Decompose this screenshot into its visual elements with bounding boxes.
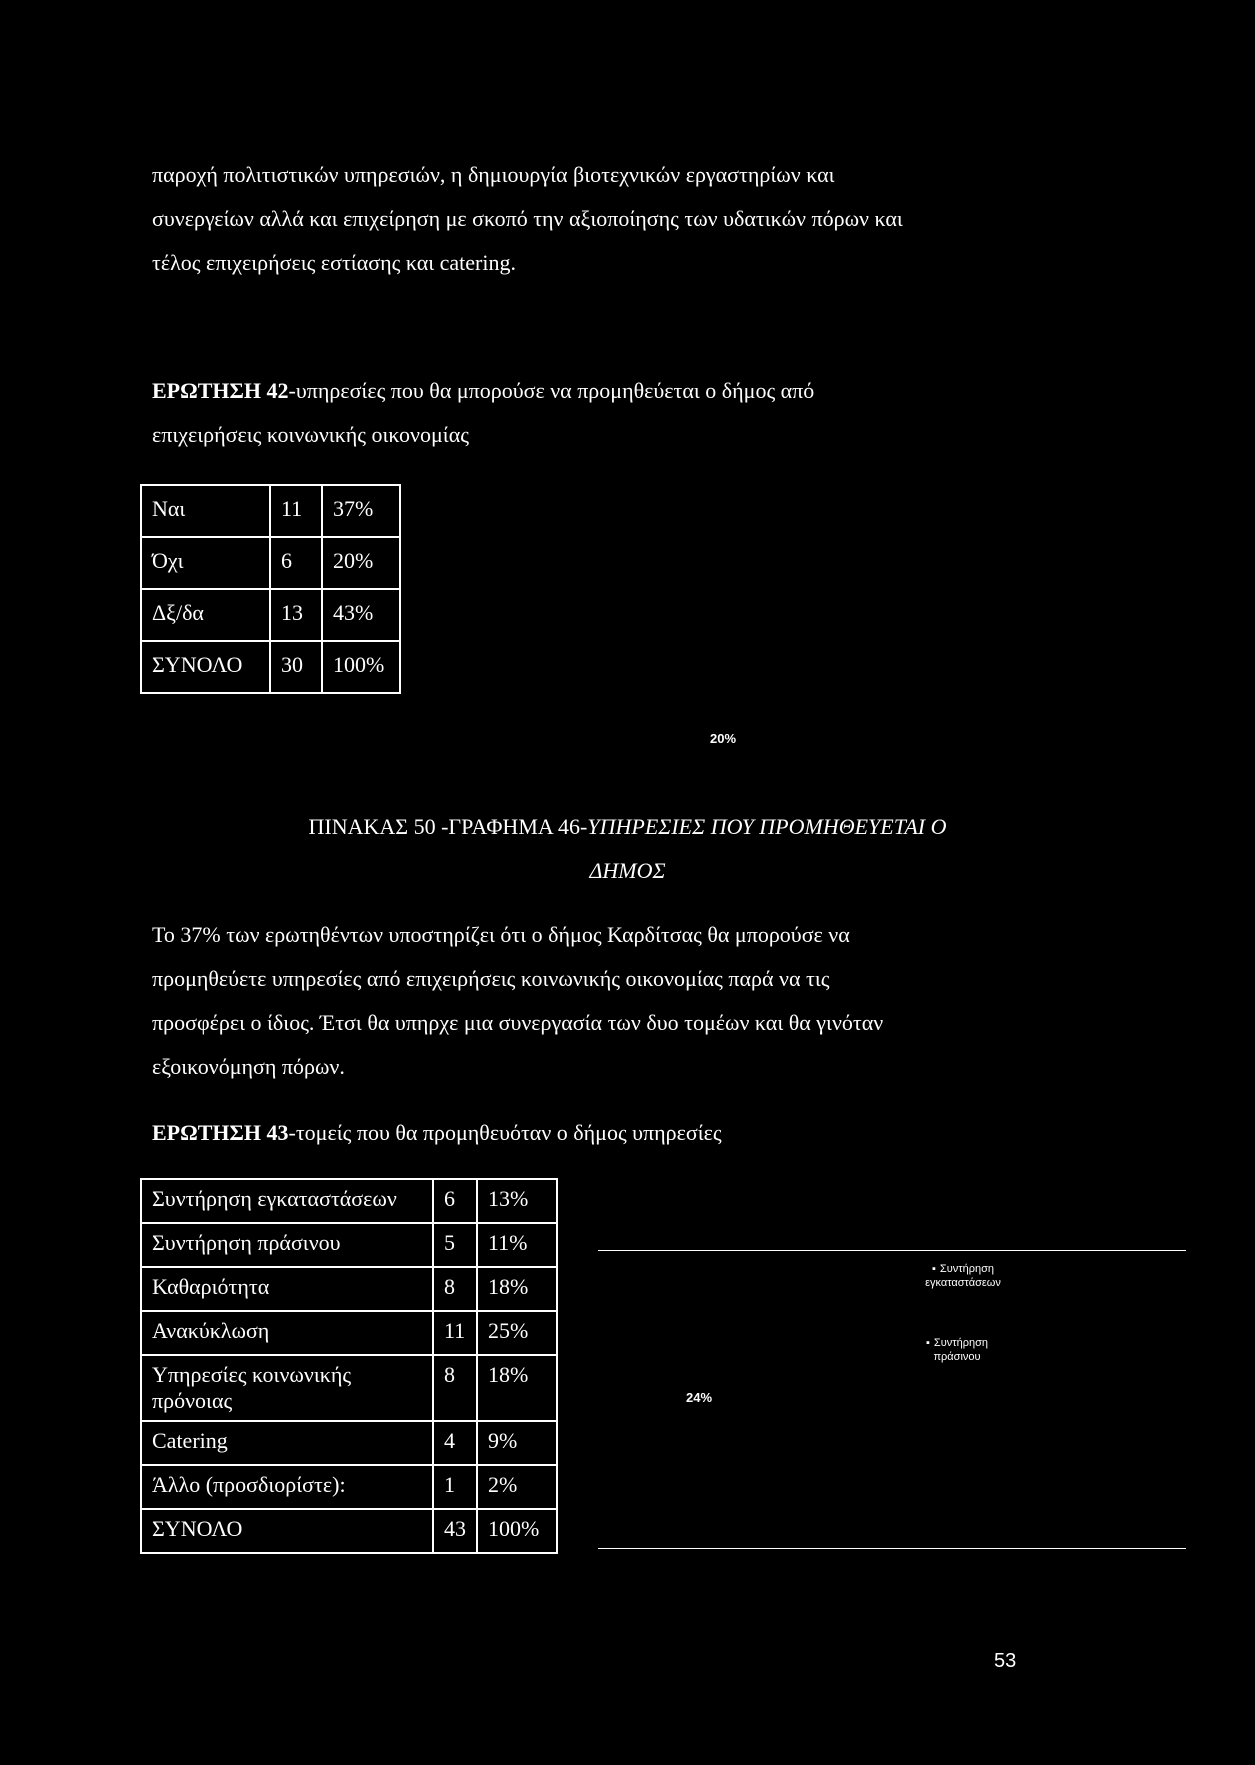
body-line: Το 37% των ερωτηθέντων υποστηρίζει ότι ο δήμος Καρδίτσας θα μπορούσε να [152, 922, 850, 947]
row-label: Ναι [141, 485, 270, 537]
chart-43-legend-item [887, 1336, 1027, 1364]
row-count: 43 [433, 1509, 477, 1553]
table-row [141, 1421, 557, 1465]
question-43-table [140, 1178, 558, 1554]
row-percent: 37% [322, 485, 400, 537]
chart-42-data-label: 20% [710, 731, 737, 746]
row-percent: 2% [477, 1465, 557, 1509]
chart-43-data-label: 24% [686, 1390, 713, 1405]
row-percent: 25% [477, 1311, 557, 1355]
row-percent: 43% [322, 589, 400, 641]
legend-label: Συντήρηση [933, 1337, 988, 1349]
row-count: 4 [433, 1421, 477, 1465]
row-label: Δξ/δα [141, 589, 270, 641]
row-percent: 18% [477, 1355, 557, 1421]
table-row [141, 1179, 557, 1223]
intro-line: συνεργείων αλλά και επιχείρηση με σκοπό την αξιοποίησης των υδατικών πόρων και [152, 206, 903, 231]
table-row [141, 485, 400, 537]
row-percent: 20% [322, 537, 400, 589]
question-42-table [140, 484, 401, 694]
chart-43-bottom-border [598, 1548, 1186, 1549]
row-label: ΣΥΝΟΛΟ [141, 1509, 433, 1553]
row-count: 11 [433, 1311, 477, 1355]
row-label: Άλλο (προσδιορίστε): [141, 1465, 433, 1509]
row-count: 11 [270, 485, 322, 537]
caption-title-line2: ΔΗΜΟΣ [589, 858, 666, 883]
row-label: Υπηρεσίες κοινωνικής πρόνοιας [141, 1355, 433, 1421]
table-row [141, 1355, 557, 1421]
row-count: 30 [270, 641, 322, 693]
row-label: Συντήρηση εγκαταστάσεων [141, 1179, 433, 1223]
row-percent: 100% [322, 641, 400, 693]
row-count: 1 [433, 1465, 477, 1509]
row-label: Όχι [141, 537, 270, 589]
page-number: 53 [994, 1650, 1017, 1672]
chart-43-legend-item [893, 1262, 1033, 1290]
intro-line: παροχή πολιτιστικών υπηρεσιών, η δημιουργία βιοτεχνικών εργαστηρίων και [152, 162, 835, 187]
question-43-title [152, 1120, 722, 1146]
body-line: εξοικονόμηση πόρων. [152, 1054, 345, 1079]
legend-marker: ▪ [926, 1337, 930, 1349]
row-percent: 100% [477, 1509, 557, 1553]
caption-prefix: ΠΙΝΑΚΑΣ 50 -ΓΡΑΦΗΜΑ 46- [308, 814, 588, 839]
legend-label-line2: εγκαταστάσεων [925, 1277, 1001, 1289]
body-line: προσφέρει ο ίδιος. Έτσι θα υπηρχε μια συνεργασία των δυο τομέων και θα γινόταν [152, 1010, 884, 1035]
question-42-title [152, 378, 814, 404]
row-count: 5 [433, 1223, 477, 1267]
row-count: 8 [433, 1267, 477, 1311]
table-row [141, 1509, 557, 1553]
legend-marker: ▪ [932, 1263, 936, 1275]
row-percent: 9% [477, 1421, 557, 1465]
question-43-number: ΕΡΩΤΗΣΗ 43 [152, 1120, 289, 1145]
question-43-text: -τομείς που θα προμηθευόταν ο δήμος υπηρεσίες [288, 1120, 722, 1145]
table-row [141, 1465, 557, 1509]
table-row [141, 1223, 557, 1267]
row-count: 13 [270, 589, 322, 641]
legend-label: Συντήρηση [939, 1263, 994, 1275]
question-42-number: ΕΡΩΤΗΣΗ 42 [152, 378, 289, 403]
legend-label-line2: πράσινου [933, 1351, 981, 1363]
table-row [141, 641, 400, 693]
body-line: προμηθεύετε υπηρεσίες από επιχειρήσεις κοινωνικής οικονομίας παρά να τις [152, 966, 830, 991]
row-label: Καθαριότητα [141, 1267, 433, 1311]
row-percent: 18% [477, 1267, 557, 1311]
table-row [141, 1311, 557, 1355]
table-row [141, 589, 400, 641]
intro-line: τέλος επιχειρήσεις εστίασης και catering. [152, 250, 516, 275]
question-42-text: -υπηρεσίες που θα μπορούσε να προμηθεύεται ο δήμος από [288, 378, 815, 403]
row-count: 8 [433, 1355, 477, 1421]
row-label: Ανακύκλωση [141, 1311, 433, 1355]
figure-caption [0, 814, 1255, 840]
row-label: Συντήρηση πράσινου [141, 1223, 433, 1267]
table-row [141, 1267, 557, 1311]
row-percent: 13% [477, 1179, 557, 1223]
question-42-title-line2: επιχειρήσεις κοινωνικής οικονομίας [152, 422, 469, 447]
row-count: 6 [433, 1179, 477, 1223]
chart-43-top-border [598, 1250, 1186, 1251]
table-row [141, 537, 400, 589]
figure-caption-line2 [0, 858, 1255, 884]
row-count: 6 [270, 537, 322, 589]
row-percent: 11% [477, 1223, 557, 1267]
row-label: Catering [141, 1421, 433, 1465]
caption-title: ΥΠΗΡΕΣΙΕΣ ΠΟΥ ΠΡΟΜΗΘΕΥΕΤΑΙ Ο [587, 814, 947, 839]
row-label: ΣΥΝΟΛΟ [141, 641, 270, 693]
